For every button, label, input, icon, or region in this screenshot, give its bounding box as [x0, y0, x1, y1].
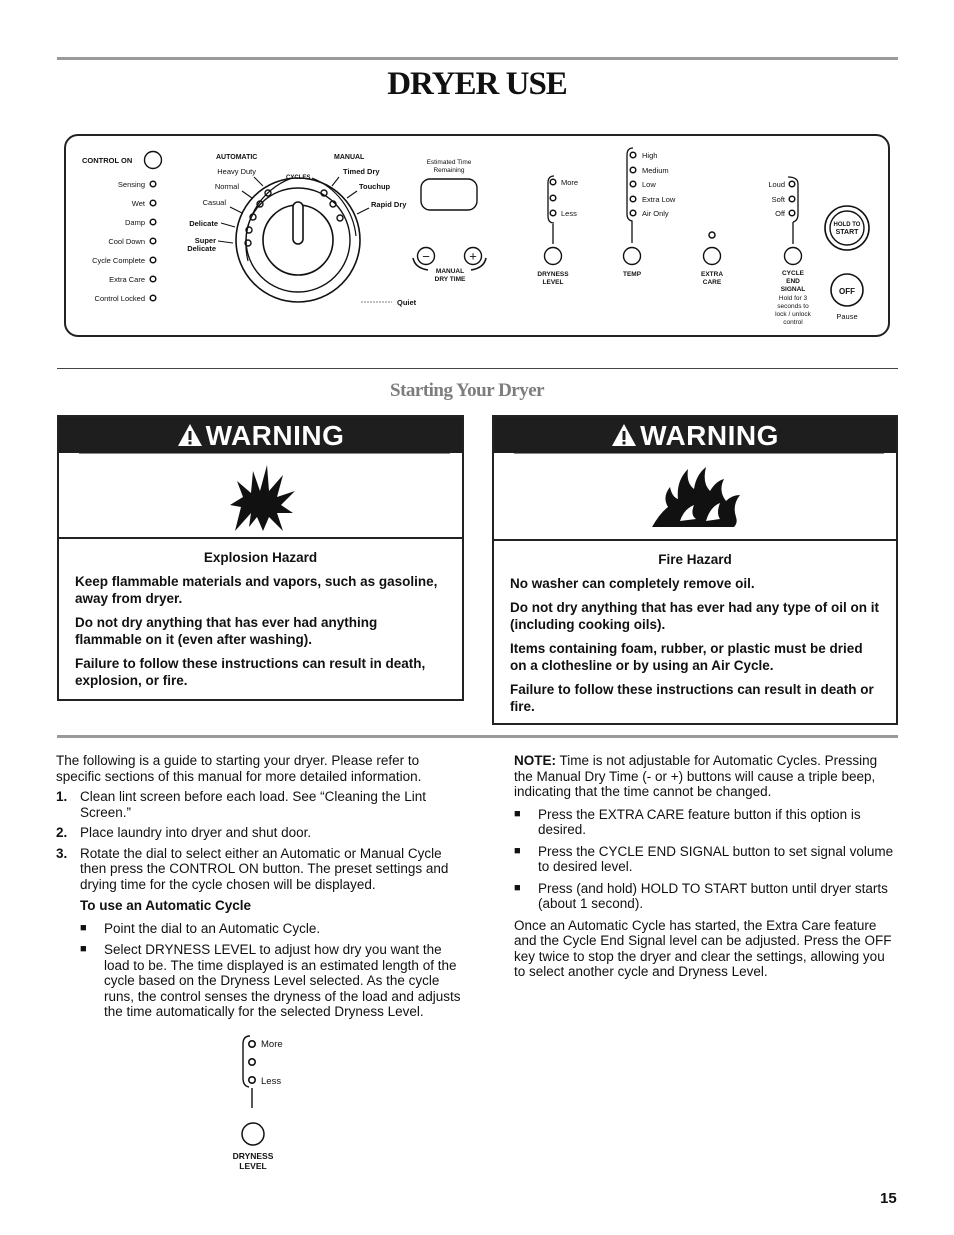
- cycle-label: Casual: [202, 198, 226, 207]
- status-light-icon: [150, 181, 156, 187]
- hold-to-start-label: HOLD TO: [833, 222, 861, 228]
- status-light-icon: [150, 219, 156, 225]
- bullet-text: Press the EXTRA CARE feature button if this option is desired.: [538, 806, 861, 837]
- minus-icon: −: [422, 249, 430, 264]
- warning-line: Failure to follow these instructions can result in death or fire.: [510, 682, 874, 714]
- status-light-icon: [150, 238, 156, 244]
- control-panel: [64, 134, 890, 337]
- warning-box-explosion: [57, 415, 464, 701]
- warning-line: Do not dry anything that has ever had anything flammable on it (even after washing).: [75, 615, 378, 647]
- warning-line: Keep flammable materials and vapors, such as gasoline, away from dryer.: [75, 574, 438, 606]
- step-number: 1.: [56, 789, 68, 804]
- cycle-end-signal-label: CYCLE: [781, 270, 805, 277]
- plus-icon: +: [469, 248, 477, 264]
- status-label: Control Locked: [94, 294, 145, 303]
- status-label: Wet: [131, 199, 145, 208]
- step-item: [56, 789, 462, 820]
- dryness-light-icon: [249, 1059, 255, 1065]
- temp-label: Air Only: [642, 209, 669, 218]
- warning-text: [494, 541, 896, 715]
- dryness-level-label: DRYNESS: [537, 271, 569, 278]
- cycle-label: Super: [194, 236, 216, 245]
- warning-image-area: [59, 453, 462, 539]
- signal-light-icon: [789, 196, 795, 202]
- dryness-level-label: DRYNESS: [232, 1151, 274, 1161]
- warning-line: Items containing foam, rubber, or plastic must be dried on a clothesline or by using an Air Cycle.: [510, 641, 863, 673]
- time-display: [421, 179, 477, 210]
- step-text: Rotate the dial to select either an Automatic or Manual Cycle then press the CONTROL ON button. The preset settings and drying time for the cycle chosen will be displayed.: [80, 845, 449, 892]
- warning-header: [494, 417, 896, 453]
- warning-text: [59, 539, 462, 689]
- extra-care-light-icon: [709, 232, 715, 238]
- temp-button-label: TEMP: [622, 271, 642, 278]
- dryness-label: Less: [261, 1076, 282, 1087]
- page-title: DRYER USE: [387, 66, 567, 102]
- lock-note: seconds to: [777, 303, 809, 310]
- cycle-end-signal-button[interactable]: [785, 248, 802, 265]
- dryness-light-icon: [550, 210, 556, 216]
- step-number: 3.: [56, 845, 68, 861]
- temp-label: Extra Low: [642, 195, 676, 204]
- fire-icon: [650, 461, 742, 529]
- section-rule: [57, 368, 898, 369]
- cycle-label: Timed Dry: [343, 167, 380, 176]
- manual-dry-time-label: DRY TIME: [434, 276, 466, 283]
- manual-dry-time-label: MANUAL: [435, 268, 465, 275]
- right-column: [514, 753, 898, 985]
- cycle-label: Touchup: [359, 182, 391, 191]
- cycle-label: Delicate: [189, 219, 218, 228]
- dryness-light-icon: [249, 1041, 255, 1047]
- cycle-dial[interactable]: [236, 178, 360, 302]
- intro-paragraph: The following is a guide to starting your dryer. Please refer to specific sections of this manual for more detailed information.: [56, 753, 422, 784]
- sub-heading: To use an Automatic Cycle: [80, 898, 252, 913]
- bullet-item: [80, 921, 462, 937]
- extra-care-label: CARE: [702, 279, 722, 286]
- section-subtitle: Starting Your Dryer: [390, 380, 545, 401]
- status-light-icon: [150, 295, 156, 301]
- hold-to-start-button[interactable]: [825, 206, 869, 250]
- estimated-time-label: Estimated Time: [426, 159, 472, 166]
- dryness-level-label: LEVEL: [542, 279, 564, 286]
- bullet-icon: ■: [80, 921, 87, 934]
- signal-label: Off: [775, 209, 785, 218]
- lock-note: lock / unlock: [775, 311, 811, 318]
- warning-image-area: [494, 453, 896, 541]
- temp-bracket: [627, 148, 633, 243]
- manual-label: MANUAL: [334, 154, 365, 161]
- status-lights: [92, 180, 156, 303]
- step-item: [56, 846, 462, 893]
- automatic-label: AUTOMATIC: [216, 154, 258, 161]
- step-text: Place laundry into dryer and shut door.: [80, 825, 312, 840]
- warning-triangle-icon: [611, 423, 637, 447]
- signal-light-icon: [789, 181, 795, 187]
- bullet-item: [514, 844, 898, 875]
- bullet-item: [80, 942, 462, 1020]
- bullet-text: Point the dial to an Automatic Cycle.: [104, 920, 321, 936]
- dryness-label: More: [261, 1039, 283, 1050]
- control-panel-graphic: [66, 136, 892, 339]
- status-label: Cycle Complete: [92, 256, 145, 265]
- warning-header-text: WARNING: [640, 420, 779, 451]
- status-label: Extra Care: [109, 275, 145, 284]
- warning-line: Failure to follow these instructions can result in death, explosion, or fire.: [75, 656, 426, 688]
- status-light-icon: [150, 200, 156, 206]
- status-light-icon: [150, 257, 156, 263]
- warning-line: No washer can completely remove oil.: [510, 576, 755, 591]
- signal-label: Loud: [768, 180, 785, 189]
- note-paragraph: [514, 753, 898, 800]
- bullet-text: Press (and hold) HOLD TO START button until dryer starts (about 1 second).: [538, 880, 888, 911]
- signal-light-icon: [789, 210, 795, 216]
- bullet-icon: ■: [514, 881, 521, 894]
- warning-triangle-icon: [177, 423, 203, 447]
- dryness-level-label: LEVEL: [239, 1161, 267, 1171]
- lock-note: control: [783, 319, 803, 326]
- bullet-icon: ■: [80, 943, 87, 955]
- section-rule: [57, 735, 898, 738]
- warning-box-fire: [492, 415, 898, 725]
- bullet-icon: ■: [514, 844, 521, 857]
- cycle-label: Delicate: [187, 244, 216, 253]
- control-on-button[interactable]: [145, 152, 162, 169]
- hazard-title: Explosion Hazard: [203, 550, 318, 565]
- cycle-label: Rapid Dry: [371, 200, 407, 209]
- extra-care-button[interactable]: [704, 248, 721, 265]
- status-label: Cool Down: [108, 237, 145, 246]
- control-on-label: CONTROL ON: [82, 156, 133, 165]
- cycle-end-signal-label: END: [786, 278, 800, 285]
- step-text: Clean lint screen before each load. See “Cleaning the Lint Screen.”: [80, 789, 426, 820]
- page-number: 15: [880, 1190, 897, 1207]
- note-label: NOTE:: [514, 753, 556, 768]
- status-light-icon: [150, 276, 156, 282]
- bullet-text: Select DRYNESS LEVEL to adjust how dry you want the load to be. The time displayed is an estimated length of the cycle based on the Dryness Level selected. As the cycle runs, the control senses the dryness of the load and adjusts the time automatically for the selected Dryness Level.: [104, 942, 461, 1019]
- closing-paragraph: Once an Automatic Cycle has started, the Extra Care feature and the Cycle End Signal level can be adjusted. Press the OFF key twice to stop the dryer and clear the settings, allowing you to select another cycle and Dryness Level.: [514, 917, 892, 979]
- temp-label: Low: [642, 180, 656, 189]
- extra-care-label: EXTRA: [700, 271, 724, 278]
- lock-note: Hold for 3: [778, 295, 808, 302]
- off-label: OFF: [839, 287, 855, 296]
- dryness-level-button[interactable]: [242, 1123, 264, 1145]
- cycles-label: CYCLES: [286, 175, 311, 181]
- bullet-text: Press the CYCLE END SIGNAL button to set signal volume to desired level.: [538, 843, 894, 874]
- cycle-end-signal-label: SIGNAL: [780, 286, 806, 293]
- warning-header-text: WARNING: [205, 420, 345, 451]
- signal-label: Soft: [771, 195, 785, 204]
- bullet-item: [514, 807, 898, 838]
- estimated-time-label: Remaining: [433, 167, 465, 174]
- hold-to-start-label: START: [835, 229, 859, 236]
- top-rule: [57, 57, 898, 60]
- dryness-light-icon: [249, 1077, 255, 1083]
- warning-line: Do not dry anything that has ever had any type of oil on it (including cooking oils).: [510, 600, 880, 632]
- temp-button[interactable]: [624, 248, 641, 265]
- status-label: Damp: [124, 218, 145, 227]
- quiet-label: Quiet: [397, 298, 417, 307]
- step-number: 2.: [56, 825, 68, 840]
- status-label: Sensing: [117, 180, 145, 189]
- bullet-icon: ■: [514, 807, 521, 820]
- hazard-title: Fire Hazard: [658, 552, 732, 567]
- dryness-level-figure: [225, 1032, 315, 1172]
- temp-label: High: [642, 151, 658, 160]
- cycle-label: Normal: [214, 182, 239, 191]
- dryness-label: More: [561, 178, 579, 187]
- cycle-label: Heavy Duty: [217, 167, 256, 176]
- dryness-level-button[interactable]: [545, 248, 562, 265]
- bullet-item: [514, 881, 898, 912]
- dryness-light-icon: [550, 179, 556, 185]
- explosion-icon: [227, 461, 297, 533]
- step-item: [56, 825, 462, 841]
- temp-lights: [630, 152, 636, 216]
- dryness-label: Less: [561, 209, 577, 218]
- note-text: Time is not adjustable for Automatic Cycles. Pressing the Manual Dry Time (- or +) buttons will cause a triple beep, indicating that the time cannot be changed.: [514, 753, 878, 799]
- dryness-light-icon: [550, 195, 556, 201]
- pause-label: Pause: [836, 312, 858, 321]
- warning-header: [59, 417, 462, 453]
- left-column: [56, 753, 462, 1026]
- temp-label: Medium: [642, 166, 669, 175]
